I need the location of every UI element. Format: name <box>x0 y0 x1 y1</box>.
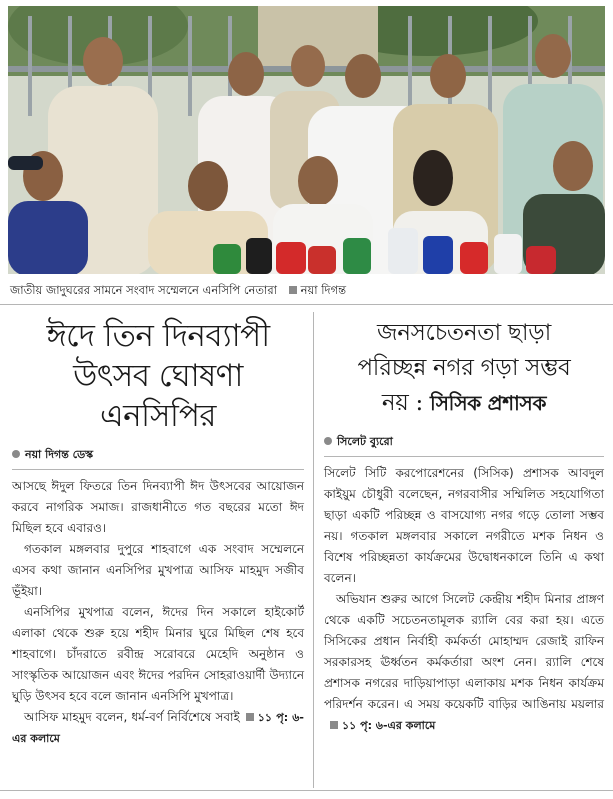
paragraph: সিলেট সিটি করপোরেশনের (সিসিক) প্রশাসক আবদুল কাইয়ুম চৌধুরী বলেছেন, নগরবাসীর সম্মিলিত সহযোগিতা ছাড়া একটি পরিচ্ছন্ন ও বাসযোগ্য নগর গড়ে তোলা সম্ভব নয়। গতকাল মঙ্গলবার সকালে নগরীতে মশক নিধন ও বিশেষ পরিচ্ছন্নতা কার্যক্রমের উদ্বোধনকালে তিনি এ কথা বলেন। <box>324 466 604 585</box>
left-article-body <box>12 476 304 749</box>
right-headline-line <box>324 386 604 421</box>
caption-text: জাতীয় জাদুঘরের সামনে সংবাদ সম্মেলনে এনসিপি নেতারা <box>10 283 277 297</box>
right-byline-text: সিলেট ব্যুরো <box>337 435 393 448</box>
paragraph-text: অভিযান শুরুর আগে সিলেট কেন্দ্রীয় শহীদ মিনার প্রাঙ্গণ থেকে একটি সচেতনতামূলক র‍্যালি বের করা হয়। এতে সিসিকের প্রধান নির্বাহী কর্মকর্তা মোহাম্মদ রেজাই রাফিন সরকারসহ ঊর্ধ্বতন কর্মকর্তারা অংশ নেন। র‍্যালি শেষে প্রশাসক নগরের দাড়িয়াপাড়া এলাকায় মশক নিধন কার্যক্রম পরিদর্শন করেন। এ সময় কয়েকটি বাড়ির আঙিনায় ময়লার <box>324 592 604 711</box>
right-headline-plain: নয় : <box>381 390 430 416</box>
left-headline-line: এনসিপির <box>100 398 216 434</box>
left-byline <box>12 446 304 470</box>
left-headline <box>12 316 304 436</box>
left-byline-text: নয়া দিগন্ত ডেস্ক <box>25 448 94 461</box>
right-article-body <box>324 463 604 736</box>
continuation-link[interactable]: ১১ পৃ: ৬-এর কলামে <box>342 719 436 732</box>
bullet-dot-icon <box>324 437 332 445</box>
paragraph <box>324 589 604 736</box>
paragraph: এনসিপির মুখপাত্র বলেন, ঈদের দিন সকালে হাইকোর্ট এলাকা থেকে শুরু হয়ে শহীদ মিনার ঘুরে মিছিল শেষ হবে শাহবাগে। চাঁদরাতে রবীন্দ্র সরোবরে মেহেদি অনুষ্ঠান ও সাংস্কৃতিক আয়োজন এবং ঈদের পরদিন সোহরাওয়ার্দী উদ্যানে ঘুড়ি উৎসব হবে বলে জানান এনসিপি মুখপাত্র। <box>12 605 304 703</box>
press-conference-photo <box>8 6 605 274</box>
right-headline-line: পরিচ্ছন্ন নগর গড়া সম্ভব <box>357 355 571 381</box>
paragraph-text: আসিফ মাহমুদ বলেন, ধর্ম-বর্ণ নির্বিশেষে সবাই <box>24 710 240 724</box>
paragraph <box>12 707 304 749</box>
square-bullet-icon <box>330 721 338 729</box>
right-headline-line: জনসচেতনতা ছাড়া <box>376 320 552 346</box>
photo-caption <box>10 283 605 297</box>
column-divider <box>313 312 314 788</box>
square-bullet-icon <box>289 286 297 294</box>
right-headline <box>324 316 604 421</box>
left-headline-line: উৎসব ঘোষণা <box>73 358 243 394</box>
paragraph: গতকাল মঙ্গলবার দুপুরে শাহবাগে এক সংবাদ সম্মেলনে এসব কথা জানান এনসিপির মুখপাত্র আসিফ মাহমুদ সজীব ভূঁইয়া। <box>12 542 304 598</box>
left-article <box>12 316 304 749</box>
square-bullet-icon <box>246 713 254 721</box>
caption-credit: নয়া দিগন্ত <box>300 283 347 297</box>
paragraph: আসছে ঈদুল ফিতরে তিন দিনব্যাপী ঈদ উৎসবের আয়োজন করবে নাগরিক সমাজ। রাজধানীতে গত বছরের মতো ঈদ মিছিল হবে এবারও। <box>12 479 304 535</box>
section-divider <box>0 304 613 305</box>
right-headline-bold: সিসিক প্রশাসক <box>429 391 547 415</box>
bullet-dot-icon <box>12 450 20 458</box>
right-article <box>324 316 604 736</box>
bottom-divider <box>0 790 613 791</box>
left-headline-line: ঈদে তিন দিনব্যাপী <box>46 318 270 354</box>
continuation-link[interactable]: ১১ পৃ: ৬-এর কলামে <box>12 711 304 745</box>
right-byline <box>324 433 604 457</box>
